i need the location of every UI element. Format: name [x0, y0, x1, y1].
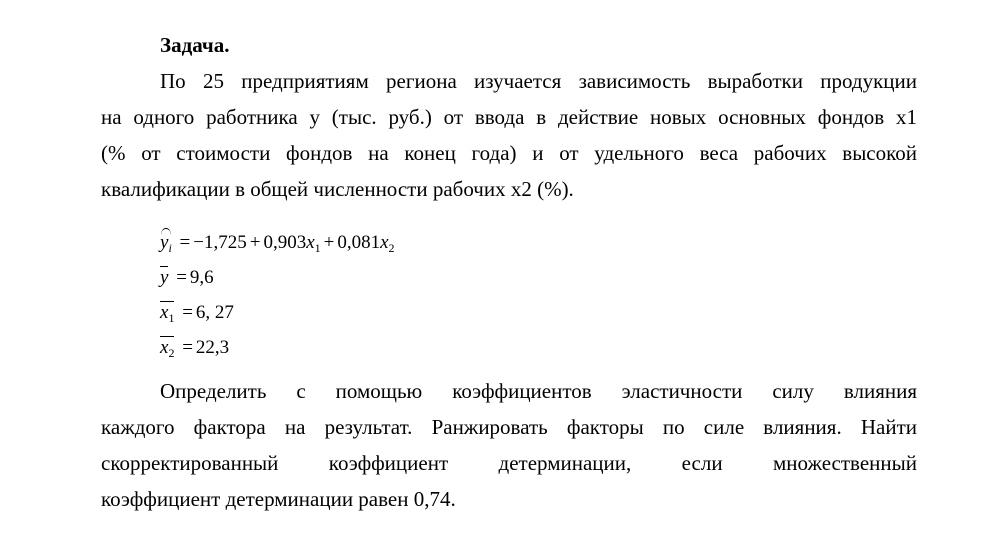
intro-line-4: квалификации в общей численности рабочих x2 (%).	[101, 177, 574, 201]
intro-line-3: (% от стоимости фондов на конец года) и от удельного веса рабочих высокой	[101, 141, 917, 165]
equals-sign: =	[179, 232, 191, 253]
x2-bar-symbol: $x_2$	[160, 337, 175, 360]
coef-x2-value: 0,081	[337, 232, 381, 253]
x2-symbol: $x_2$	[380, 232, 395, 255]
equals-sign: =	[182, 337, 193, 358]
task-heading: Задача.	[160, 33, 230, 57]
x2-mean-value: 22,3	[195, 337, 230, 358]
y-hat-symbol: $y_i$	[160, 232, 172, 255]
x1-mean-value: 6, 27	[195, 302, 234, 323]
x1-symbol: $x_1$	[306, 232, 321, 255]
intro-line-2: на одного работника y (тыс. руб.) от ввода в действие новых основных фондов x1	[101, 105, 917, 129]
plus-sign: +	[323, 232, 335, 253]
equals-sign: =	[182, 302, 193, 323]
regression-equation	[160, 231, 395, 256]
task-line-4: коэффициент детерминации равен 0,74.	[101, 487, 456, 511]
task-line-3: скорректированный коэффициент детерминации, если множественный	[101, 451, 917, 475]
intercept-value: −1,725	[193, 232, 247, 253]
x1-bar-symbol: $x_1$	[160, 302, 175, 325]
task-line-1: Определить с помощью коэффициентов эластичности силу влияния	[160, 379, 917, 403]
y-bar-symbol: y	[160, 267, 169, 288]
x1-mean-formula	[160, 301, 234, 326]
y-mean-formula	[160, 266, 214, 290]
equals-sign: =	[176, 267, 187, 288]
intro-paragraph	[101, 63, 917, 207]
plus-sign: +	[249, 232, 261, 253]
intro-line-1: По 25 предприятиям региона изучается зависимость выработки продукции	[160, 69, 917, 93]
coef-x1-value: 0,903	[263, 232, 307, 253]
x2-mean-formula	[160, 336, 229, 361]
task-line-2: каждого фактора на результат. Ранжировать факторы по силе влияния. Найти	[101, 415, 917, 439]
y-mean-value: 9,6	[189, 267, 214, 288]
task-paragraph	[101, 373, 917, 517]
